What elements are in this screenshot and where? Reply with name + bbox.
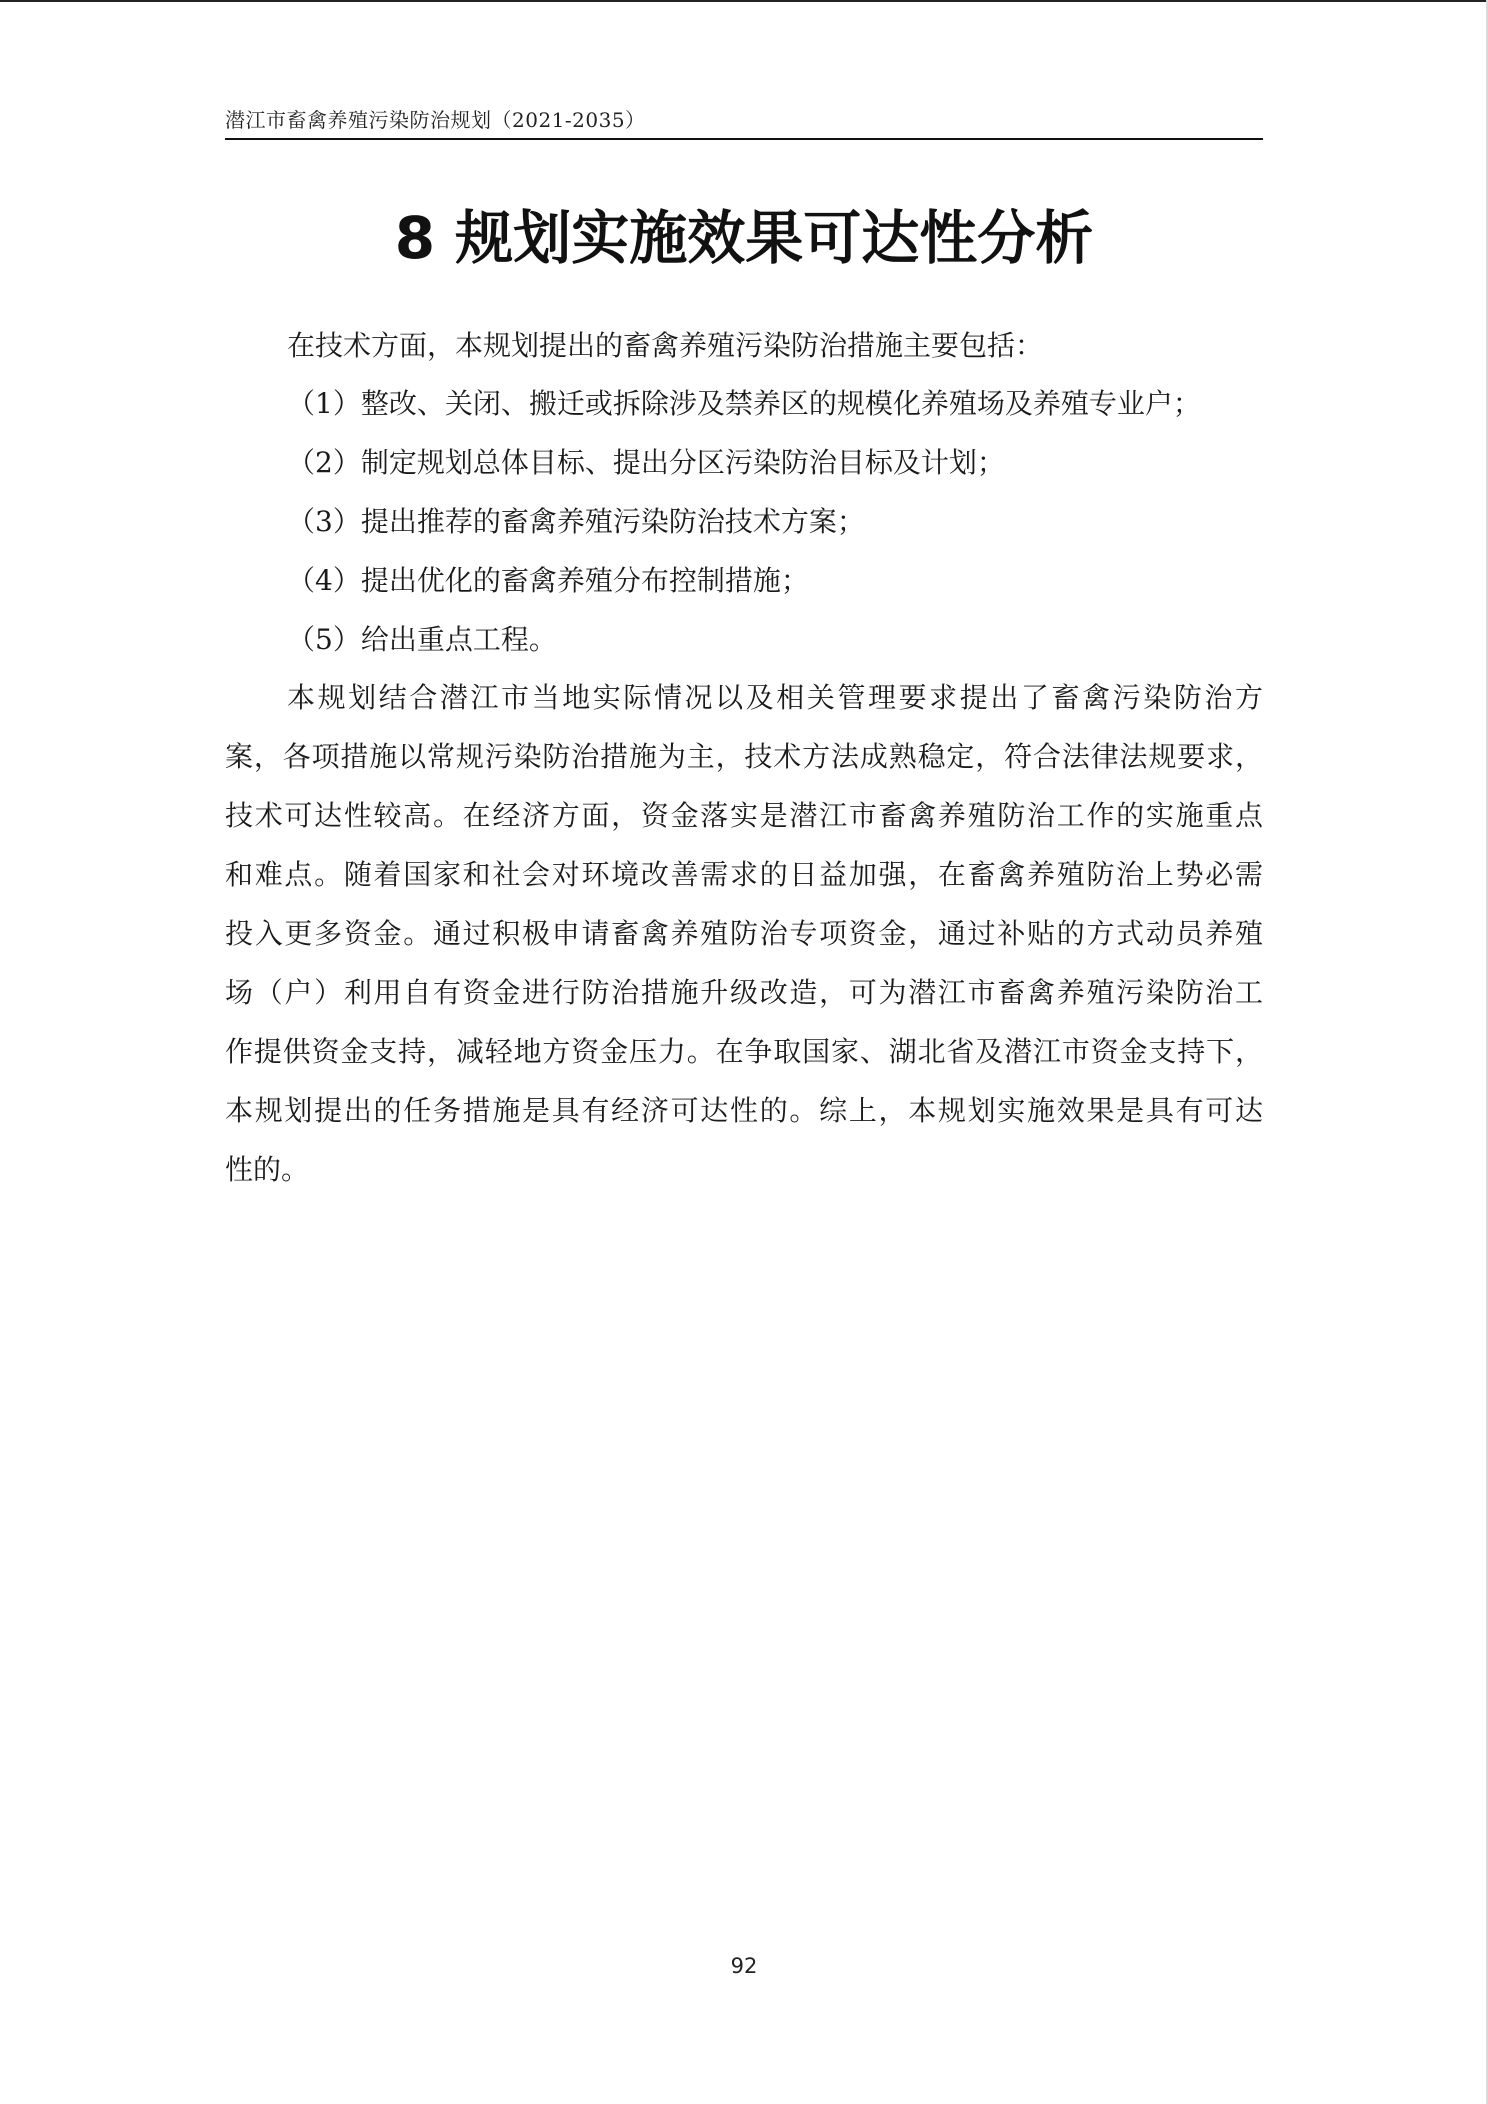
paragraph-line: 投入更多资金。通过积极申请畜禽养殖防治专项资金，通过补贴的方式动员养殖: [225, 917, 1263, 950]
chapter-title: 8 规划实施效果可达性分析: [394, 204, 1094, 272]
list-item: （1）整改、关闭、搬迁或拆除涉及禁养区的规模化养殖场及养殖专业户；: [287, 387, 1201, 420]
paragraph-line: 场（户）利用自有资金进行防治措施升级改造，可为潜江市畜禽养殖污染防治工: [225, 976, 1263, 1009]
list-item: （2）制定规划总体目标、提出分区污染防治目标及计划；: [287, 446, 1005, 479]
paragraph-line: 技术可达性较高。在经济方面，资金落实是潜江市畜禽养殖防治工作的实施重点: [225, 799, 1263, 832]
running-header-title: 潜江市畜禽养殖污染防治规划（2021-2035）: [225, 108, 646, 132]
list-item: （4）提出优化的畜禽养殖分布控制措施；: [287, 564, 809, 597]
measures-list: [225, 380, 1263, 675]
intro-paragraph: 在技术方面，本规划提出的畜禽养殖污染防治措施主要包括：: [287, 329, 1044, 362]
page-number: 92: [730, 1954, 758, 1978]
list-item: （3）提出推荐的畜禽养殖污染防治技术方案；: [287, 505, 865, 538]
list-item: （5）给出重点工程。: [287, 623, 557, 656]
summary-paragraph: [225, 674, 1263, 1205]
paragraph-line: 和难点。随着国家和社会对环境改善需求的日益加强，在畜禽养殖防治上势必需: [225, 858, 1263, 891]
paragraph-line: 本规划结合潜江市当地实际情况以及相关管理要求提出了畜禽污染防治方: [287, 681, 1263, 714]
page-border-top: [0, 0, 1488, 2]
running-header: [225, 104, 1263, 140]
paragraph-line: 作提供资金支持，减轻地方资金压力。在争取国家、湖北省及潜江市资金支持下，: [225, 1035, 1263, 1068]
paragraph-line: 本规划提出的任务措施是具有经济可达性的。综上，本规划实施效果是具有可达: [225, 1094, 1263, 1127]
paragraph-line: 案，各项措施以常规污染防治措施为主，技术方法成熟稳定，符合法律法规要求，: [225, 740, 1263, 773]
paragraph-line: 性的。: [225, 1153, 310, 1186]
